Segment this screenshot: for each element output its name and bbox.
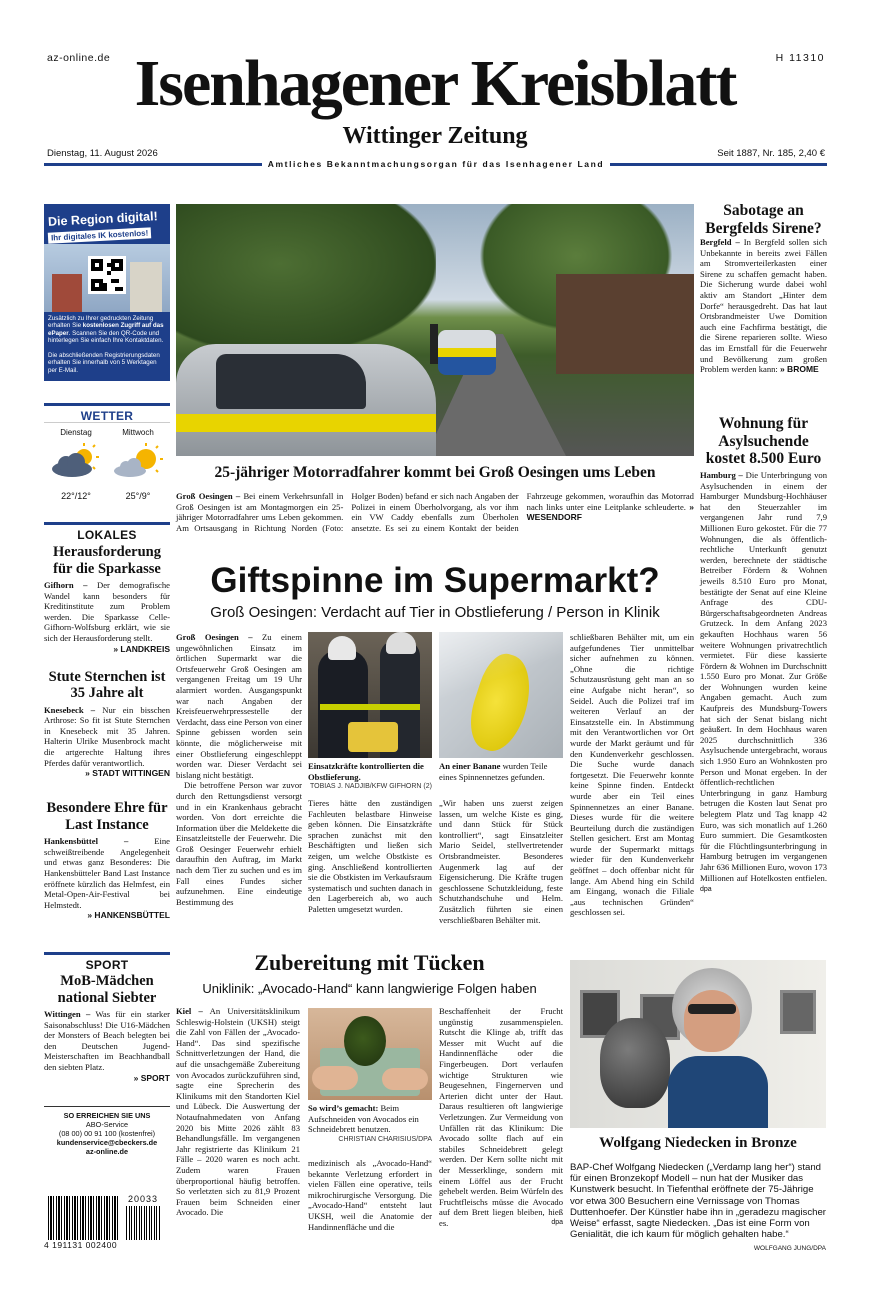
lokales-body: Gifhorn – Der demografische Wandel kann besonders für Kreditinstitute zum Problem werden. Die Sparkasse Celle-Gifhorn-Wolfsburg erklärt, wie sie sich der Herausforderung stellt.	[44, 580, 170, 643]
avocado-credit: CHRISTIAN CHARISIUS/DPA	[338, 1136, 432, 1143]
main-col-4: schließbaren Behälter mit, um ein aufgefundenes Tier unmittelbar sicher aufnehmen zu können. „Ohne die richtige Schutzausrüstung geht man an so eine Aufgabe nicht heran“, so Seidel. Auch die Polizei traf im weiteren Verlauf an der Einsatzstelle ein. In Abstimmung mit den Verantwortlichen vor Ort wurde der Markt geräumt und für den Kundenverkehr geschlossen. Die Suche wurde danach fortgesetzt. Die Feuerwehr konnte keine Spinne finden. Entdeckt wurde aber ein Teil eines Spinnennetzes an einer Banane. Dieses wurde für die weitere Beurteilung durch die zuständigen Stellen gesichert. Erst am Montag wurde der Supermarkt mittags wieder für den Kundenverkehr geöffnet – doch offenbar nicht für lange. Am Abend hing ein Schild am Eingang, wonach die Filiale „aus technischen Gründen“ geschlossen sei.	[570, 632, 694, 918]
avocado-headline[interactable]: Zubereitung mit Tücken	[254, 950, 485, 975]
sabotage-body: Bergfeld – In Bergfeld sollen sich Unbekannte in bereits zwei Fällen am Stromverteilerkasten einer Sirene zu schaffen gemacht haben. Die Sicherung wurde dabei wohl aktiv am Standort „Hinter dem Dorfe“ herausgedreht. Das hat laut Ortsbrandmeister Uwe Domition auch eine Fachfirma bestätigt, die die Sirene reparieren sollte. Wieso das im Ernstfall für die Feuerwehr und Bevölkerung zum großen Problem werden kann: » BROME	[700, 237, 827, 375]
weather-heading: WETTER	[44, 403, 170, 423]
firefighter-caption: Einsatzkräfte kontrollierten die Obstlieferung.	[308, 761, 424, 782]
masthead-tagline: Amtliches Bekanntmachungsorgan für das Isenhagener Land	[267, 159, 605, 169]
epaper-promo[interactable]	[44, 204, 170, 381]
barcode-addon-icon	[126, 1206, 160, 1240]
lead-headline[interactable]: 25-jähriger Motorradfahrer kommt bei Groß Oesingen ums Leben	[214, 464, 656, 481]
sport-heading: SPORT	[44, 952, 170, 972]
lokales-ref[interactable]: » STADT WITTINGEN	[85, 768, 170, 779]
weather-temp: 22°/12°	[61, 491, 91, 501]
contact-website[interactable]: az-online.de	[85, 1147, 129, 1156]
lead-ref[interactable]: » WESENDORF	[526, 501, 694, 523]
qr-code-icon[interactable]	[88, 256, 126, 294]
weather-day: Dienstag	[60, 428, 92, 437]
contact-email[interactable]: kundenservice@cbeckers.de	[56, 1138, 158, 1147]
avocado-col-1: Kiel – An Universitätsklinikum Schleswig-Holstein (UKSH) steigt die Zahl von Fällen der „Avocado-Hand“. Das sind spezifische Schnittverletzungen der Hand, die auf die unsachgemäße Zubereitung von Avocados zurückzuführen sind, sagte eine Sprecherin des Klinikums mit den Standorten Kiel und Lübeck. Die Auswertung der Notaufnahmedaten von Anfang 2020 bis Mitte 2026 zählt 83 Behandlungsfälle. Im vergangenen Jahr registrierte das Klinikum 21 Fälle – 2020 waren es noch acht. Zudem waren Frauen überproportional häufig betroffen. So verletzten sich zu 81,9 Prozent Frauen beim Schneiden einer Avocado. Die	[176, 1006, 300, 1218]
masthead-code: H 11310	[775, 52, 825, 64]
sun-cloud-icon	[108, 441, 168, 483]
promo-title: Die Region digital!	[47, 209, 159, 229]
lokales-column	[44, 544, 170, 920]
sabotage-headline[interactable]: Sabotage an Bergfelds Sirene?	[705, 202, 822, 237]
avocado-col-3: Beschaffenheit der Frucht ungünstig zusammenspielen. Rutscht die Klinge ab, trifft das Messer mit Wucht auf die Handinnenfläche oder die Fingerbeugen. Dort verlaufen wichtige Strukturen wie Beugesehnen, Fingernerven und Arterien dicht unter der Haut. Daraus resultieren oft langwierige Verletzungen. Zur Vermeidung von Unfällen rät das Klinikum: Die Avocado sollte flach auf ein stabiles Schneidebrett gelegt werden. Der Kern sollte nicht mit der Messerklinge, sondern mit einem Löffel aus der Frucht gehebelt werden. Beim Würfeln des Fruchtfleischs müsse die Avocado auf dem Brett liegen bleiben, hieß es. dpa	[439, 1006, 563, 1228]
masthead-rule-left	[44, 163, 262, 166]
barcode-bars-icon	[48, 1196, 120, 1240]
main-col-3: „Wir haben uns zuerst zeigen lassen, um welche Kiste es ging, und dann Stück für Stück kontrolliert“, sagt Einsatzleiter Mario Seidel, stellvertretender Ortsbrandmeister. Besonderes Augenmerk lag auf der Eigensicherung. Die Kräfte trugen geschlossene Schutzkleidung, feste Schutzhandschuhe und Helm. Zusätzlich führten sie einen verschließbaren Behälter mit.	[439, 798, 563, 925]
firefighter-photo	[308, 632, 432, 758]
lead-body: Groß Oesingen – Bei einem Verkehrsunfall in Groß Oesingen ist am Montagmorgen ein 25-jähriger Motorradfahrer ums Leben gekommen. Am Ortsausgang in Richtung Norden (Foto: Holger Boden) befand er sich nach Angaben der Polizei in einem Überholvorgang, als vor ihm ein VW Caddy ebenfalls zum Überholen ansetzte. Es sei zu einem Kontakt der beiden Fahrzeuge gekommen, woraufhin das Motorrad nach links unter eine Leitplanke schleuderte. » WESENDORF	[176, 491, 694, 533]
lokales-headline[interactable]: Herausforderung für die Sparkasse	[53, 544, 161, 577]
wohnung-body: Hamburg – Die Unterbringung von Asylsuchenden in einem der Hamburger Mundsburg-Hochhäuser hat den Steuerzahler im vergangenen Jahr rund 7,9 Millionen Euro gekostet. Für die 77 Wohnungen, die als öffentlich-rechtliche Unterkunft genutzt werden, berechnete der städtische Betreiber Fördern & Wohnen jeweils 8.510 Euro pro Monat, bestätigte der Senat auf eine Kleine Anfrage des CDU-Bürgerschaftsabgeordneten Andreas Grutzeck. In dem Anfang 2023 gekauften Hochhaus waren 56 weitere Wohnungen privatrechtlich vermietet. Für diese kassierte Fördern & Wohnen im Durchschnitt 1.550 Euro pro Monat. Zur Größe der Wohnungen wurden keine Angaben gemacht. Auch zum Kaufpreis des Mundsburg-Towers hat sich der Senat bislang nicht geäußert. In dem Hochhaus waren 2025 durchschnittlich 336 Asylsuchende untergebracht, woraus sich 1.950 Euro an Wohnkosten pro Person und Monat ergeben. In der öffentlich-rechtlichen Unterbringung in ganz Hamburg betrugen die Kosten laut Senat pro belegtem Platz und Tag knapp 42 Euro, was sich monatlich auf 1.260 Euro summiert. Die Gesamtkosten für die Flüchtlingsunterbringung in Hamburg betrugen im vergangenen Jahr 636 Millionen Euro, wovon 173 Millionen auf Hotelkosten entfielen. dpa	[700, 470, 827, 894]
wohnung-ref: dpa	[700, 886, 712, 894]
banana-photo	[439, 632, 563, 758]
barcode-number: 4 191131 002400	[44, 1240, 118, 1250]
sport-body: Wittingen – Was für ein starker Saisonabschluss! Die U16-Mädchen der Monsters of Beach belegten bei den Deutschen Jugend-Meisterschaften im Beachhandball den siebten Platz.	[44, 1009, 170, 1072]
weather-widget	[44, 422, 170, 502]
avocado-caption: So wird’s gemacht: Beim Aufschneiden von Avocados ein Schneidebrett benutzen.	[308, 1103, 419, 1135]
masthead-subtitle: Wittinger Zeitung	[342, 123, 528, 149]
niedecken-photo	[570, 960, 826, 1128]
promo-text-2: Die abschließenden Registrierungsdaten erhalten Sie innerhalb von 5 Werktagen per E-Mail.	[48, 352, 160, 374]
weather-temp: 25°/9°	[125, 491, 151, 501]
contact-line: ABO-Service	[85, 1120, 129, 1129]
firefighter-credit: TOBIAS J. NADJIB/KFW GIFHORN (2)	[310, 783, 432, 790]
masthead-website[interactable]: az-online.de	[47, 52, 111, 64]
masthead-title: Isenhagener Kreisblatt	[134, 47, 736, 120]
main-subheadline: Groß Oesingen: Verdacht auf Tier in Obstlieferung / Person in Klinik	[210, 604, 660, 621]
avocado-ref: dpa	[551, 1218, 563, 1226]
avocado-col-2: medizinisch als „Avocado-Hand“ bekannte Verletzung erfordert in vielen Fällen eine operative, teils mikrochirurgische Versorgung. Die „Avocado-Hand“ entsteht laut UKSH, weil die Anatomie der Handinnenfläche und die	[308, 1158, 432, 1232]
lead-photo	[176, 204, 694, 456]
lokales-headline[interactable]: Besondere Ehre für Last Instance	[46, 800, 168, 833]
main-col-2: Tieres hätte den zuständigen Fachleuten belastbare Hinweise geben können. Die Einsatzkräfte sprachen zunächst mit den Beschäftigten und ließen sich zeigen, um welche Obstkiste es ging. Anschließend kontrollierten sie die Obstkisten im Verkaufsraum systematisch und suchten danach in den Lagerbereich ab, wo auch Paletten umgesetzt wurden.	[308, 798, 432, 914]
niedecken-credit: WOLFGANG JUNG/DPA	[753, 1245, 826, 1253]
barcode-top: 20033	[128, 1194, 159, 1204]
sabotage-ref[interactable]: » BROME	[779, 364, 819, 375]
niedecken-body: BAP-Chef Wolfgang Niedecken („Verdamp lang her“) stand für einen Bronzekopf Modell – nun hat der Musiker das Kunstwerk besucht. In Tiefenthal eröffnete der 75-Jährige vor etwa 300 Besuchern eine Vernissage von Thomas Duttenhoefer. Der Künstler habe ihn in „geradezu magischer Weise“ erfasst, sagte Niedecken. „Das ist eine Form von Genialität, die ich kaum für möglich gehalten habe.“ WOLFGANG JUNG/DPA	[570, 1162, 826, 1255]
lokales-heading: LOKALES	[44, 522, 170, 542]
promo-image	[44, 244, 170, 312]
promo-text: Zusätzlich zu Ihrer gedruckten Zeitung erhalten Sie kostenlosen Zugriff auf das ePaper. Scannen Sie den QR-Code und hinterlegen Sie einfach Ihre Kontaktdaten.	[48, 315, 164, 345]
lokales-ref[interactable]: » HANKENSBÜTTEL	[87, 910, 170, 921]
sport-ref[interactable]: » SPORT	[133, 1072, 170, 1083]
promo-subtitle: Ihr digitales IK kostenlos!	[48, 227, 152, 243]
lokales-body: Knesebeck – Nur ein bisschen Arthrose: So fit ist Stute Sternchen in Knesebeck mit 35 Jahren. Halterin Ulrike Musenbrock macht die artgerechte Haltung ihres Pferdes dafür verantwortlich.	[44, 704, 170, 768]
masthead-issue: Seit 1887, Nr. 185, 2,40 €	[717, 148, 825, 159]
weather-day: Mittwoch	[122, 428, 154, 437]
banana-caption: An einer Banane wurden Teile eines Spinnennetzes gefunden.	[439, 761, 548, 782]
avocado-photo	[308, 1008, 432, 1100]
lokales-ref[interactable]: » LANDKREIS	[113, 643, 170, 654]
lokales-headline[interactable]: Stute Sternchen ist 35 Jahre alt	[48, 668, 166, 702]
masthead-rule-right	[610, 163, 827, 166]
sport-headline[interactable]: MoB-Mädchen national Siebter	[57, 973, 157, 1006]
masthead-date: Dienstag, 11. August 2026	[47, 148, 158, 159]
cloud-sun-icon	[46, 441, 106, 483]
main-headline[interactable]: Giftspinne im Supermarkt?	[210, 561, 660, 600]
contact-phone[interactable]: (08 00) 00 91 100 (kostenfrei)	[58, 1129, 156, 1138]
main-col-1: Groß Oesingen – Zu einem ungewöhnlichen Einsatz im örtlichen Supermarkt war die Ortsfeuerwehr Groß Oesingen am vergangenen Freitag um 19 Uhr alarmiert worden. Ausgangspunkt war nach Angaben der Kreisfeuerwehrpressestelle der Verdacht, dass eine Person von einer Spinne gebissen worden sein könnte, die möglicherweise mit einer Obstlieferung eingeschleppt worden war. Dieser Verdacht sei bislang nicht bestätigt. Die betroffene Person war zuvor durch den Rettungsdienst versorgt und in ein Krankenhaus gebracht worden. Von dort erreichte die Information über die Meldekette die Einsatzleitstelle der Feuerwehr. Die Groß Oesinger Feuerwehr erhielt daraufhin den Auftrag, im Markt nach dem Tier zu suchen und es im Fall eines Fundes sicher aufzunehmen. Eine eindeutige Bestimmung des	[176, 632, 303, 907]
lokales-body: Hankensbüttel – Eine schweißtreibende Angelegenheit und etwas ganz Besonderes: Die Hankensbütteler Band Last Instance eröffnete kürzlich das Helmfest, ein Metal-Open-Air-Festival bei Helmstedt.	[44, 836, 170, 910]
wohnung-headline[interactable]: Wohnung für Asylsuchende kostet 8.500 Euro	[705, 415, 822, 467]
niedecken-headline[interactable]: Wolfgang Niedecken in Bronze	[599, 1135, 797, 1151]
contact-box	[44, 1106, 170, 1156]
sport-article	[44, 973, 170, 1083]
contact-title: SO ERREICHEN SIE UNS	[63, 1111, 151, 1120]
barcode	[44, 1194, 166, 1250]
avocado-subheadline: Uniklinik: „Avocado-Hand“ kann langwierige Folgen haben	[202, 981, 537, 996]
